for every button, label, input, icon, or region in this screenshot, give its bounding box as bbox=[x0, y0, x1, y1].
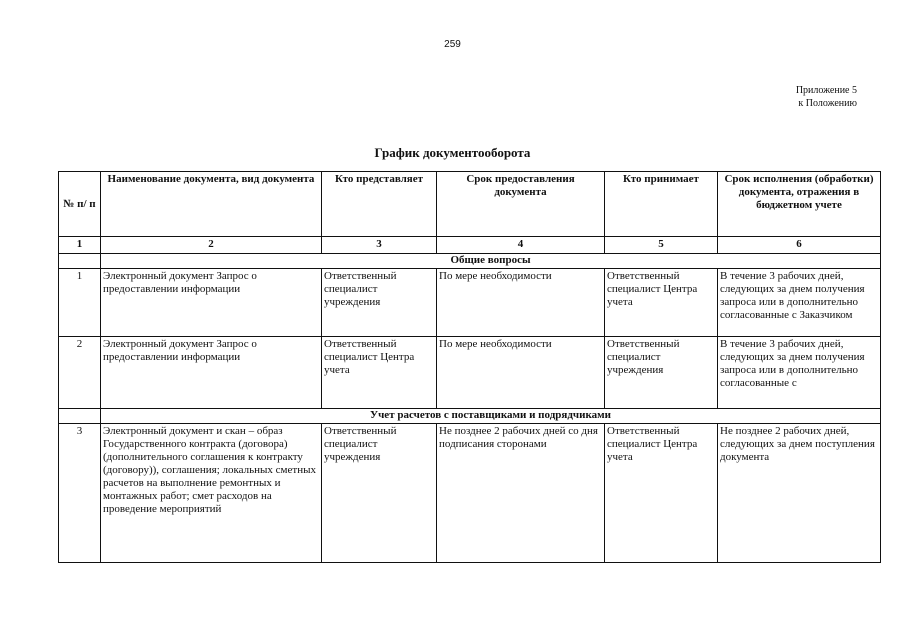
header-receiver: Кто принимает bbox=[605, 172, 718, 237]
processing-cell: В течение 3 рабочих дней, следующих за днем получения запроса или в дополнительно согласованные с bbox=[718, 337, 881, 409]
header-processing: Срок исполнения (обработки) документа, отражения в бюджетном учете bbox=[718, 172, 881, 237]
appendix-line-1: Приложение 5 bbox=[795, 85, 857, 96]
doc-name-cell: Электронный документ Запрос о предоставлении информации bbox=[101, 269, 322, 337]
header-row bbox=[59, 172, 881, 237]
section-title: Учет расчетов с поставщиками и подрядчиками bbox=[101, 409, 881, 424]
appendix-note bbox=[796, 84, 857, 110]
header-num: № п/ п bbox=[59, 172, 101, 237]
column-number: 3 bbox=[322, 237, 437, 254]
provider-cell: Ответственный специалист Центра учета bbox=[322, 337, 437, 409]
header-provider: Кто представляет bbox=[322, 172, 437, 237]
appendix-line-2: к Положению bbox=[798, 98, 857, 109]
processing-cell: Не позднее 2 рабочих дней, следующих за днем поступления документа bbox=[718, 424, 881, 563]
deadline-cell: Не позднее 2 рабочих дней со дня подписания сторонами bbox=[437, 424, 605, 563]
column-number: 6 bbox=[718, 237, 881, 254]
provider-cell: Ответственный специалист учреждения bbox=[322, 269, 437, 337]
section-blank-cell bbox=[59, 254, 101, 269]
row-number: 2 bbox=[59, 337, 101, 409]
header-doc-name: Наименование документа, вид документа bbox=[101, 172, 322, 237]
column-number: 5 bbox=[605, 237, 718, 254]
receiver-cell: Ответственный специалист Центра учета bbox=[605, 269, 718, 337]
processing-cell: В течение 3 рабочих дней, следующих за днем получения запроса или в дополнительно согласованные с Заказчиком bbox=[718, 269, 881, 337]
table-row bbox=[59, 424, 881, 563]
provider-cell: Ответственный специалист учреждения bbox=[322, 424, 437, 563]
section-blank-cell bbox=[59, 409, 101, 424]
table-row bbox=[59, 269, 881, 337]
document-title: График документооборота bbox=[374, 145, 531, 160]
column-number-row bbox=[59, 237, 881, 254]
header-deadline: Срок предоставления документа bbox=[437, 172, 605, 237]
section-title: Общие вопросы bbox=[101, 254, 881, 269]
doc-name-cell: Электронный документ и скан – образ Государственного контракта (договора) (дополнительного соглашения к контракту (договору)), соглашения; локальных сметных расчетов на выполнение ремонтных и монтажных работ; смет расходов на проведение мероприятий bbox=[101, 424, 322, 563]
row-number: 1 bbox=[59, 269, 101, 337]
section-row bbox=[59, 254, 881, 269]
deadline-cell: По мере необходимости bbox=[437, 337, 605, 409]
column-number: 2 bbox=[101, 237, 322, 254]
section-row bbox=[59, 409, 881, 424]
receiver-cell: Ответственный специалист учреждения bbox=[605, 337, 718, 409]
column-number: 1 bbox=[59, 237, 101, 254]
doc-name-cell: Электронный документ Запрос о предоставлении информации bbox=[101, 337, 322, 409]
row-number: 3 bbox=[59, 424, 101, 563]
column-number: 4 bbox=[437, 237, 605, 254]
table-row bbox=[59, 337, 881, 409]
deadline-cell: По мере необходимости bbox=[437, 269, 605, 337]
page-number: 259 bbox=[444, 39, 461, 50]
receiver-cell: Ответственный специалист Центра учета bbox=[605, 424, 718, 563]
schedule-table bbox=[58, 171, 881, 563]
